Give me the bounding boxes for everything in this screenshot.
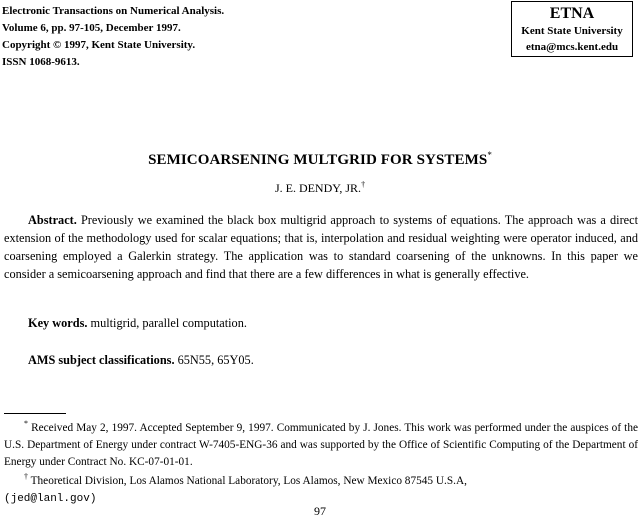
keywords: [28, 316, 247, 331]
footnote-1: [4, 415, 638, 471]
footnote-1-mark: *: [24, 419, 28, 428]
etna-title: ETNA: [549, 5, 595, 22]
volume-info: Volume 6, pp. 97-105, December 1997.: [2, 22, 181, 34]
issn-line: ISSN 1068-9613.: [2, 56, 80, 68]
abstract-text: Previously we examined the black box multigrid approach to systems of equations. The approach was a direct extension of the methodology used for scalar equations; that is, interpolation and residual weighting were operator induced, and coarsening employed a Galerkin strategy. The application was to standard coarsening of the unknowns. In this paper we consider a semicoarsening approach and find that there are a few differences in what is generally effective.: [4, 213, 638, 281]
journal-header: [2, 3, 224, 71]
keywords-label: Key words.: [28, 316, 88, 330]
abstract-label: Abstract.: [28, 213, 77, 227]
ams-classifications: [28, 353, 254, 368]
journal-name: Electronic Transactions on Numerical Analysis.: [2, 5, 225, 17]
keywords-text: multigrid, parallel computation.: [90, 316, 247, 330]
author-name: J. E. DENDY, JR.: [274, 181, 362, 195]
footnote-2-mark: †: [24, 472, 28, 481]
paper-title: [0, 150, 640, 169]
copyright-line: Copyright © 1997, Kent State University.: [2, 39, 196, 51]
author-footnote-mark: †: [361, 180, 366, 189]
ams-label: AMS subject classifications.: [28, 353, 175, 367]
etna-email: etna@mcs.kent.edu: [525, 41, 619, 53]
abstract: [4, 211, 638, 283]
footnote-rule: [4, 413, 66, 414]
title-footnote-mark: *: [487, 150, 492, 160]
footnote-2: [4, 468, 638, 508]
page-number: 97: [314, 504, 326, 518]
etna-box: [511, 1, 633, 57]
footnote-1-text: Received May 2, 1997. Accepted September 9, 1997. Communicated by J. Jones. This work was performed under the auspices of the U.S. Department of Energy under contract W-7405-ENG-36 and was supported by the Office of Scientific Computing of the Department of Energy under Contract No. KC-07-01-01.: [4, 421, 638, 468]
ams-text: 65N55, 65Y05.: [177, 353, 254, 367]
paper-title-text: SEMICOARSENING MULTGRID FOR SYSTEMS: [148, 152, 488, 168]
footnote-2-email: (jed@lanl.gov): [4, 492, 97, 505]
etna-university: Kent State University: [521, 25, 623, 37]
footnote-2-text: Theoretical Division, Los Alamos National Laboratory, Los Alamos, New Mexico 87545 U.S.A,: [30, 474, 467, 487]
paper-author: [0, 180, 640, 196]
